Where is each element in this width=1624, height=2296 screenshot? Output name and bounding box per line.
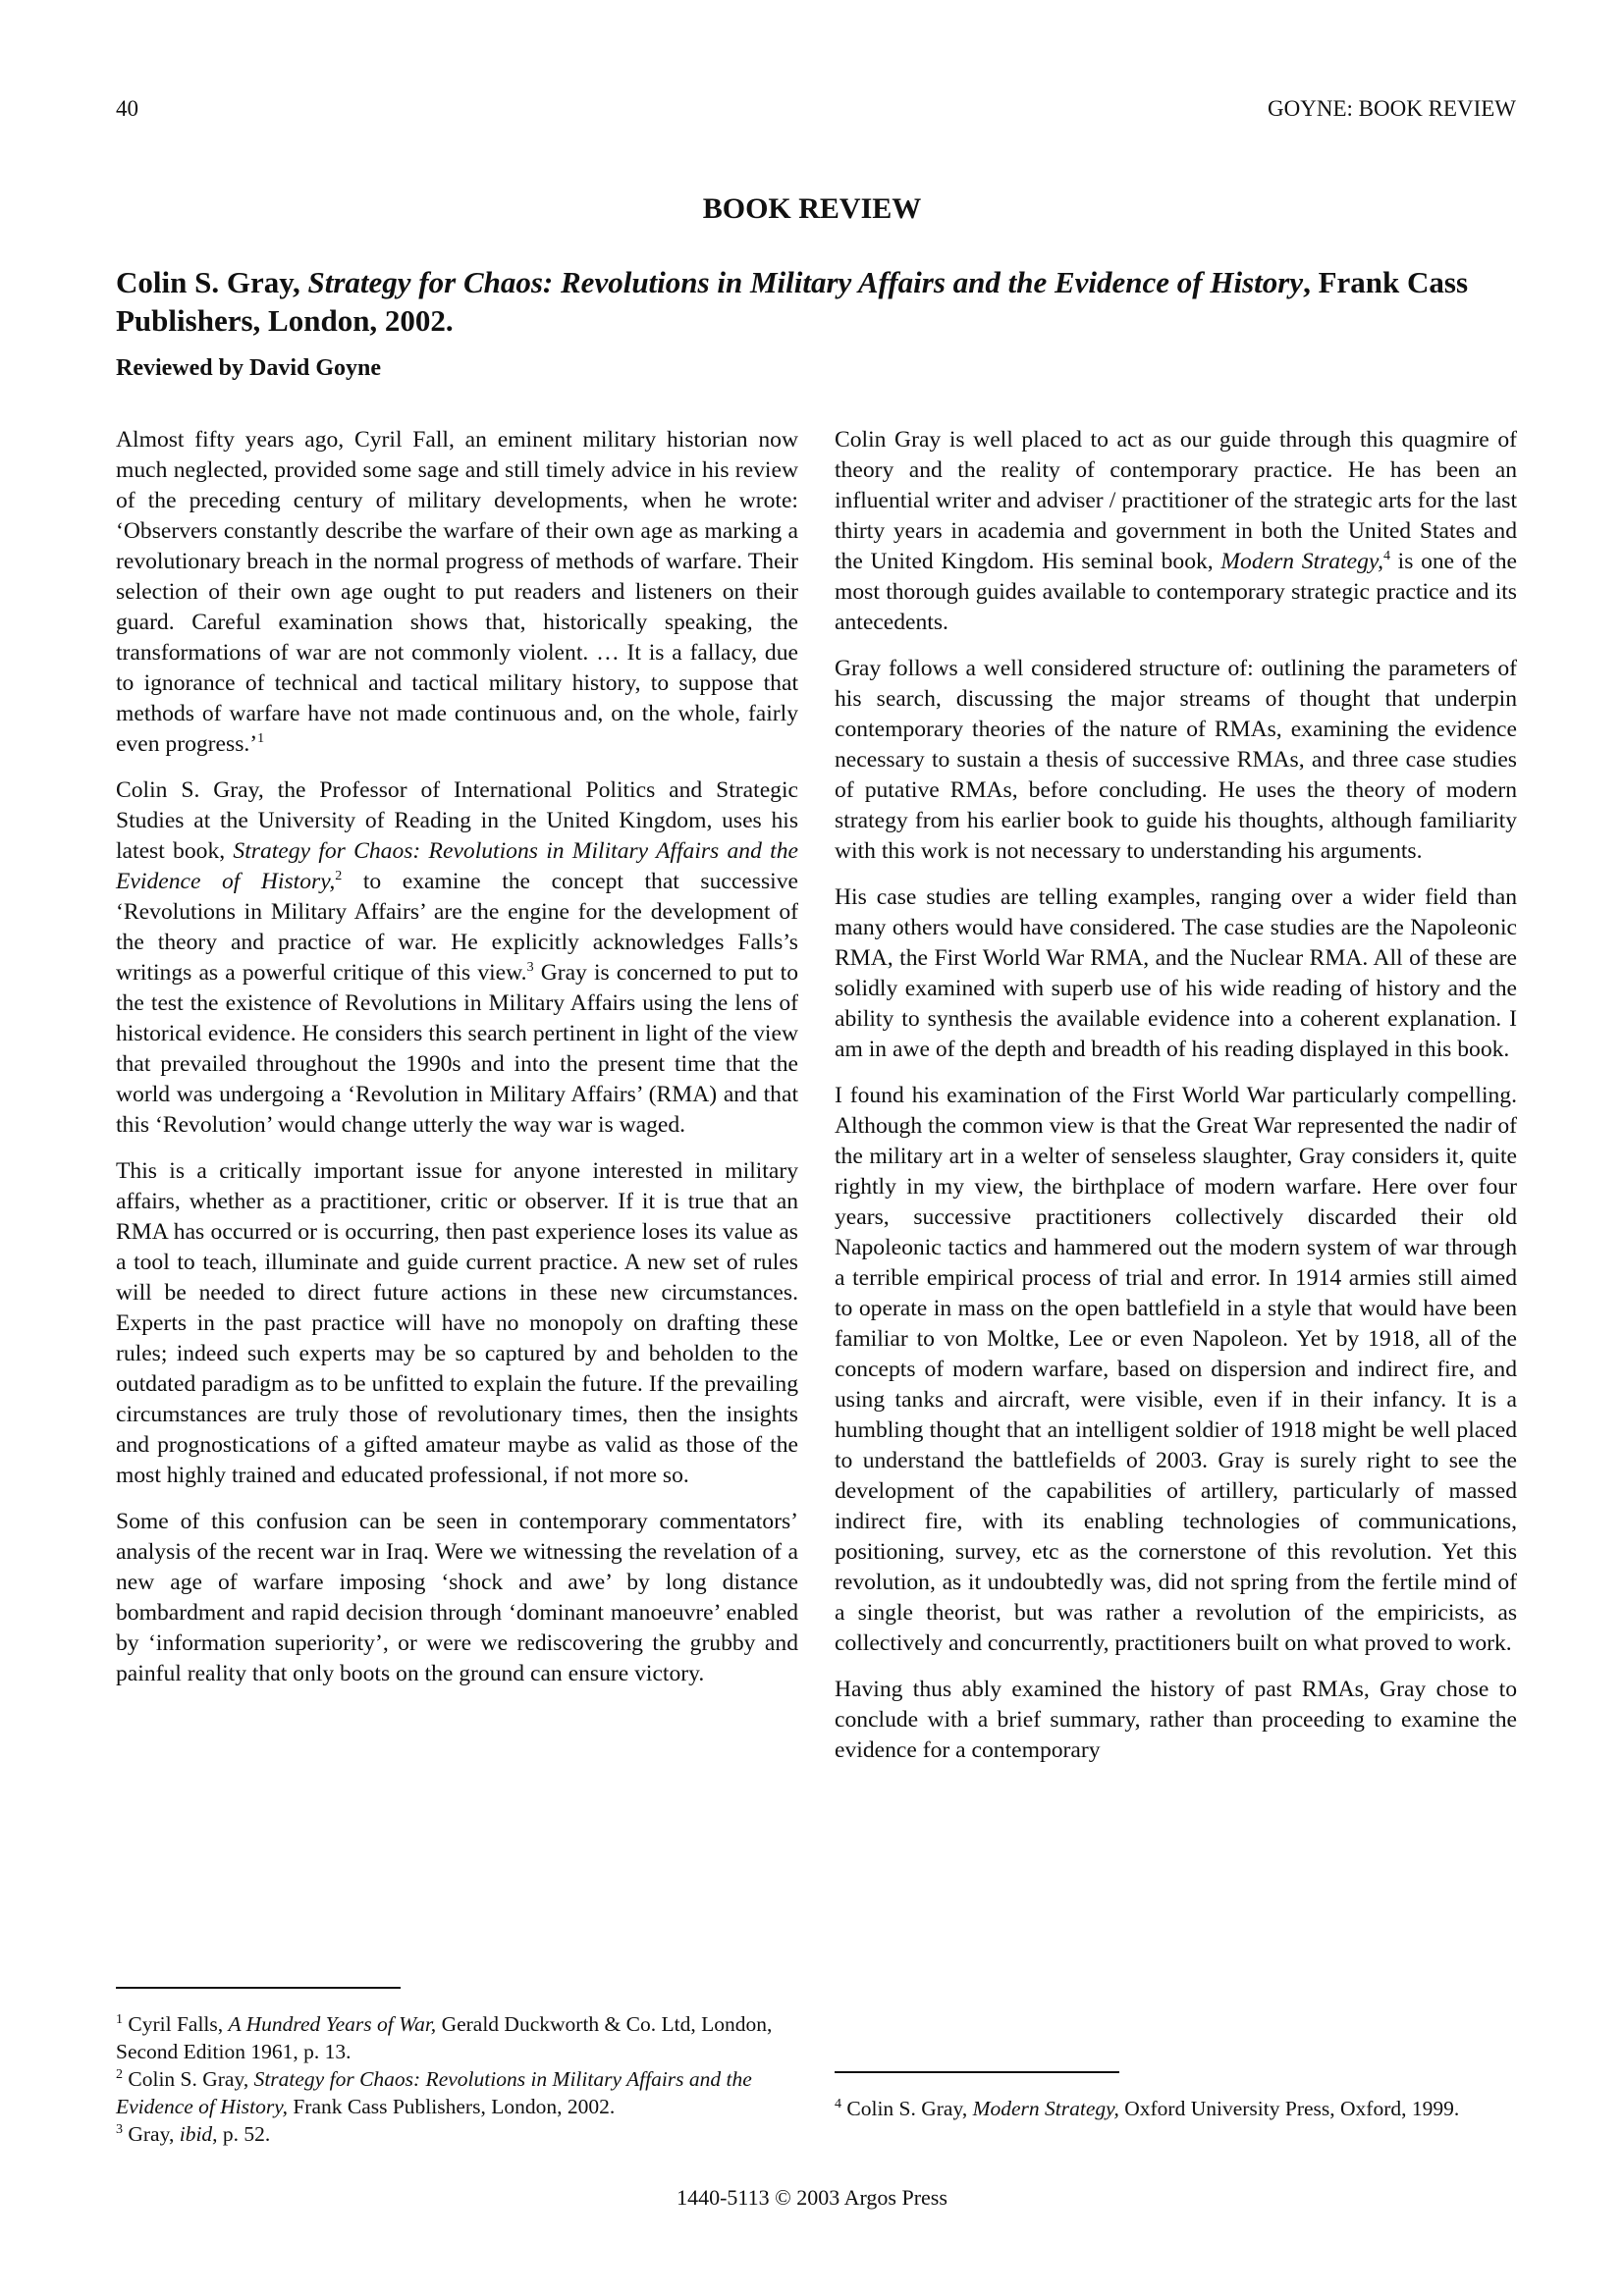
page-number: 40 [116,96,138,121]
italic-text: Strategy for Chaos: Revolutions in Military Affairs and the Evidence of History [307,265,1304,299]
paragraph [116,425,798,760]
text-run: , Frank Cass Publishers, London, 2002. [116,265,1469,338]
italic-text: Modern Strategy, [972,2097,1119,2120]
footnote-ref: 1 [116,2011,123,2027]
page-footer: 1440-5113 © 2003 Argos Press [677,2185,947,2210]
text-run: Oxford University Press, Oxford, 1999. [1118,2097,1460,2120]
footnote-ref: 4 [835,2096,841,2111]
footnotes-right [835,2095,1517,2122]
text-run: Colin S. Gray, [116,265,308,299]
italic-text: ibid, [179,2122,218,2146]
text-run: is one of the most thorough guides available to contemporary strategic practice and its antecedents. [835,549,1517,635]
paragraph [116,1507,798,1689]
text-run: Gray follows a well considered structure of: outlining the parameters of his search, discussing the major streams of thought that underpin contemporary theories of the nature of RMAs, examining the evidence necessary to sustain a thesis of successive RMAs, and three case studies of putative RMAs, before concluding. He uses the theory of modern strategy from his earlier book to guide his thoughts, although familiarity with this work is not necessary to understanding his arguments. [835,656,1517,864]
text-run: Colin S. Gray, the Professor of International Politics and Strategic Studies at the University of Reading in the United Kingdom, uses his latest book, [116,777,798,864]
footnote-ref: 3 [116,2121,123,2137]
footnote-divider [116,1987,401,1989]
footnote [116,2065,798,2120]
text-run: Gray, [123,2122,180,2146]
italic-text: Strategy for Chaos: Revolutions in Military Affairs and the Evidence of History, [116,2067,752,2118]
paragraph [835,1081,1517,1659]
book-citation [116,263,1518,340]
text-run: Cyril Falls, [123,2012,229,2036]
text-run: Gray is concerned to put to the test the existence of Revolutions in Military Affairs using the lens of historical evidence. He considers this search pertinent in light of the view that prevailed throughout the 1990s and into the present time that the world was undergoing a ‘Revolution in Military Affairs’ (RMA) and that this ‘Revolution’ would change utterly the way war is waged. [116,960,799,1138]
footnote-divider [835,2071,1119,2073]
reviewer-byline: Reviewed by David Goyne [116,355,381,381]
footnotes-left [116,2010,798,2148]
footnote-ref: 3 [526,960,534,976]
footnote-ref: 4 [1383,549,1390,564]
running-head: GOYNE: BOOK REVIEW [1268,96,1516,121]
section-title: BOOK REVIEW [702,192,922,225]
footnote [116,2120,798,2148]
footnote-ref: 2 [335,869,343,884]
right-column [835,425,1517,1782]
text-run: This is a critically important issue for anyone interested in military affairs, whether as a practitioner, critic or observer. If it is true that an RMA has occurred or is occurring, then past experience loses its value as a tool to teach, illuminate and guide current practice. A new set of rules will be needed to direct future actions in these new circumstances. Experts in the past practice will have no monopoly on drafting these rules; indeed such experts may be so captured by and beholden to the outdated paradigm as to be unfitted to explain the future. If the prevailing circumstances are truly those of revolutionary times, then the insights and prognostications of a gifted amateur maybe as valid as those of the most highly trained and educated professional, if not more so. [116,1158,798,1488]
text-run: Almost fifty years ago, Cyril Fall, an eminent military historian now much neglected, provided some sage and still timely advice in his review of the preceding century of military developments, when he wrote: ‘Observers constantly describe the warfare of their own age as marking a revolutionary breach in the normal progress of methods of warfare. Their selection of their own age ought to put readers and listeners on their guard. Careful examination shows that, historically speaking, the transformations of war are not commonly violent. … It is a fallacy, due to ignorance of technical and tactical military history, to suppose that methods of warfare have not made continuous and, on the whole, fairly even progress.’ [116,427,798,757]
italic-text: Modern Strategy, [1220,549,1383,574]
text-run: Colin Gray is well placed to act as our guide through this quagmire of theory and the reality of contemporary practice. He has been an influential writer and adviser / practitioner of the strategic arts for the last thirty years in academia and government in both the United States and the United Kingdom. His seminal book, [835,427,1517,574]
paragraph [835,425,1517,638]
left-column [116,425,798,1705]
text-run: p. 52. [217,2122,271,2146]
footnote [116,2010,798,2065]
text-run: Some of this confusion can be seen in contemporary commentators’ analysis of the recent war in Iraq. Were we witnessing the revelation of a new age of warfare imposing ‘shock and awe’ by long distance bombardment and rapid decision through ‘dominant manoeuvre’ enabled by ‘information superiority’, or were we rediscovering the grubby and painful reality that only boots on the ground can ensure victory. [116,1509,798,1686]
paragraph [116,1156,798,1491]
text-run: Frank Cass Publishers, London, 2002. [287,2095,616,2118]
text-run: His case studies are telling examples, ranging over a wider field than many others would have considered. The case studies are the Napoleonic RMA, the First World War RMA, and the Nuclear RMA. All of these are solidly examined with superb use of his wide reading of history and the ability to synthesis the available evidence into a coherent explanation. I am in awe of the depth and breadth of his reading displayed in this book. [835,884,1517,1062]
text-run: Colin S. Gray, [123,2067,254,2091]
text-run: to examine the concept that successive ‘Revolutions in Military Affairs’ are the engine for the development of the theory and practice of war. He explicitly acknowledges Falls’s writings as a powerful critique of this view. [116,869,798,986]
footnote [835,2095,1517,2122]
footnote-ref: 1 [257,731,265,747]
text-run: Gerald Duckworth & Co. Ltd, London, Second Edition 1961, p. 13. [116,2012,773,2063]
footnote-ref: 2 [116,2066,123,2082]
text-run: Having thus ably examined the history of past RMAs, Gray chose to conclude with a brief summary, rather than proceeding to examine the evidence for a contemporary [835,1677,1517,1763]
paragraph [835,882,1517,1065]
paragraph [116,775,798,1141]
paragraph [835,654,1517,867]
text-run: I found his examination of the First World War particularly compelling. Although the common view is that the Great War represented the nadir of the military art in a welter of senseless slaughter, Gray considers it, quite rightly in my view, the birthplace of modern warfare. Here over four years, successive practitioners collectively discarded their old Napoleonic tactics and hammered out the modern system of war through a terrible empirical process of trial and error. In 1914 armies still aimed to operate in mass on the open battlefield in a style that would have been familiar to von Moltke, Lee or even Napoleon. Yet by 1918, all of the concepts of modern warfare, based on dispersion and indirect fire, and using tanks and aircraft, were visible, even if in their infancy. It is a humbling thought that an intelligent soldier of 1918 might be well placed to understand the battlefields of 2003. Gray is surely right to see the development of the capabilities of artillery, particularly of massed indirect fire, with its enabling technologies of communications, positioning, survey, etc as the cornerstone of this revolution. Yet this revolution, as it undoubtedly was, did not spring from the fertile mind of a single theorist, but was rather a revolution of the empiricists, as collectively and concurrently, practitioners built on what proved to work. [835,1083,1517,1656]
paragraph [835,1675,1517,1766]
text-run: Colin S. Gray, [841,2097,973,2120]
italic-text: A Hundred Years of War, [228,2012,437,2036]
italic-text: Strategy for Chaos: Revolutions in Military Affairs and the Evidence of History, [116,838,798,894]
